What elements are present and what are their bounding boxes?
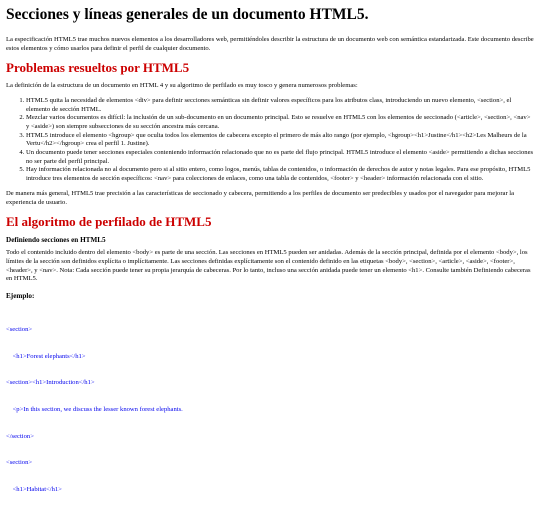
code-line: <section><h1>Introduction</h1> [6,379,95,387]
intro-paragraph: La especificación HTML5 trae muchos nuevos elementos a los desarrolladores web, permitiéndoles describir la estructura de un documento web con semántica estandarizada. Este documento describe estos elementos y cómo usarlos para definir el perfil de cualquier documento. [6,35,534,52]
algorithm-body: Todo el contenido incluido dentro del elemento <body> es parte de una sección. Las secciones en HTML5 pueden ser anidadas. Además de la sección principal, definida por el elemento <body>, los límites de la sección son definidos explícita o implícitamente. Las secciones definidas explícitamente son el contenido definido en las etiquetas <body>, <section>, <article>, <aside>, <footer>, <header>, y <nav>. Nota: Cada sección puede tener su propia jerarquía de cabeceras. Por lo tanto, incluso una sección anidada puede tener un elemento <h1>. Consulte también Definiendo cabeceras en HTML5. [6,249,531,283]
list-item: 2. Mezclar varios documentos es difícil: la inclusión de un sub-documento en un documento principal. Esto se resuelve en HTML5 con los elementos de seccionado (<article>, <section>, <nav> y <aside>) son siempre subsecciones de su sección ancestra más cercana. [26,114,534,131]
problems-list [6,97,534,184]
list-item: 5. Hay información relacionada no al documento pero si al sitio entero, como logos, menús, tablas de contenidos, o información de derechos de autor y notas legales. Para ese propósito, HTML5 introduce tres elementos de sección específicos: <nav> para colecciones de enlaces, como una tabla de contenidos, <footer> y <header> información relacionada con el sitio. [26,166,534,183]
code-line: <h1>Habitat</h1> [6,485,62,493]
code-line: </section> [6,432,34,440]
example-label: Ejemplo: [6,292,35,301]
list-item: 4. Un documento puede tener secciones especiales conteniendo información relacionado que no es parte del flujo principal. HTML5 introduce el elemento <aside> permitiendo a dichas secciones no ser parte del perfil principal. [26,149,534,166]
code-line: <section> [6,325,33,333]
code-line: <h1>Forest elephants</h1> [6,352,86,360]
code-example [6,308,534,512]
code-line: <p>In this section, we discuss the lesser known forest elephants. [6,405,183,413]
code-line: <section> [6,459,33,467]
problems-conclusion: De manera más general, HTML5 trae precisión a las características de seccionado y cabecera, permitiendo a los perfiles de documento ser predecibles y usados por el navegador para mejorar la experiencia de usuario. [6,189,515,206]
section-heading-problems: Problemas resueltos por HTML5 [6,60,190,76]
page-title: Secciones y líneas generales de un documento HTML5. [6,6,369,23]
problems-lead: La definición de la estructura de un documento en HTML 4 y su algoritmo de perfilado es muy tosco y genera numerosos problemas: [6,82,358,90]
subheading-defining-sections: Definiendo secciones en HTML5 [6,236,106,245]
list-item: 3. HTML5 introduce el elemento <hgroup> que oculta todos los elementos de cabecera excepto el primero de más alto rango (por ejemplo, <hgroup><h1>Justine</h1><h2>Les Malheurs de la Vertu</h2></hgroup> crea el perfil 1. Justine). [26,132,534,149]
section-heading-algorithm: El algoritmo de perfilado de HTML5 [6,214,212,230]
list-item: 1. HTML5 quita la necesidad de elementos <div> para definir secciones semánticas sin definir valores específicos para los atributos class, introduciendo un nuevo elemento, <section>, el elemento de sección HTML. [26,97,534,114]
